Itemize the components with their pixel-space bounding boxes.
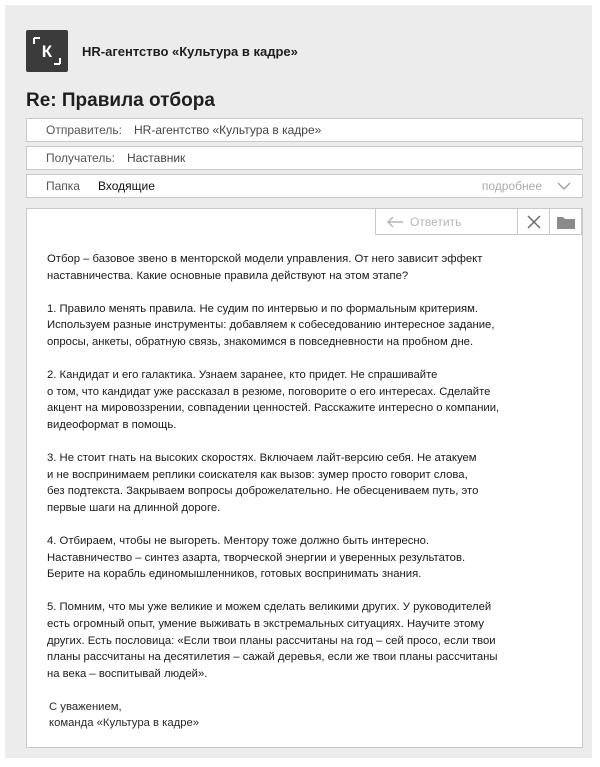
message-line: и не воспринимаем реплики соискателя как вызов: зумер просто говорит слова, — [47, 468, 468, 481]
message-line: первые шаги на длинной дороге. — [47, 501, 221, 514]
message-line: 5. Помним, что мы уже великие и можем сделать великими других. У руководителей — [47, 601, 492, 614]
org-name: HR-агентство «Культура в кадре» — [82, 43, 298, 59]
signature — [49, 700, 199, 731]
move-to-folder-button[interactable] — [550, 209, 582, 235]
message-line: 3. Не стоит гнать на высоких скоростях. Включаем лайт-версию себя. Не атакуем — [47, 452, 477, 465]
message-line: без подтекста. Закрываем вопросы доброжелательно. Не обесцениваем путь, это — [47, 485, 479, 498]
message-toolbar — [375, 209, 582, 235]
message-line: о том, что кандидат уже рассказал в резюме, поговорите о его интересах. Сделайте — [47, 385, 491, 398]
details-link[interactable]: подробнее — [481, 179, 542, 193]
message-line: 1. Правило менять правила. Не судим по интервью и по формальным критериям. — [47, 302, 479, 315]
folder-icon — [557, 215, 575, 229]
message-line: есть огромный опыт, умение выживать в экстремальных ситуациях. Научите этому — [47, 618, 484, 631]
folder-label: Папка — [46, 179, 80, 193]
message-paragraph — [47, 367, 567, 433]
sender-label: Отправитель: — [46, 123, 122, 137]
message-paragraph — [47, 533, 567, 583]
sender-value: HR-агентство «Культура в кадре» — [133, 123, 322, 137]
message-line: видеоформат в помощь. — [47, 418, 177, 431]
message-line: Наставничество – синтез азарта, творческой энергии и уверенных результатов. — [47, 551, 466, 564]
message-line: Берите на корабль единомышленников, готовых воспринимать знания. — [47, 568, 422, 581]
message-line: Используем разные инструменты: добавляем к собеседованию интересное задание, — [47, 319, 495, 332]
close-icon — [526, 214, 542, 230]
message-line: Отбор – базовое звено в менторской модели управления. От него зависит эффект — [47, 253, 483, 265]
message-paragraph — [47, 301, 567, 351]
close-button[interactable] — [518, 209, 550, 235]
message-line: на века – воспитывай людей». — [47, 667, 208, 680]
reply-arrow-icon — [386, 216, 404, 228]
signature-line: команда «Культура в кадре» — [49, 716, 200, 729]
message-body — [47, 251, 567, 699]
recipient-field — [26, 146, 583, 170]
email-header — [26, 29, 298, 73]
logo-letter: К — [41, 42, 53, 61]
sender-field — [26, 118, 583, 142]
signature-line: С уважением, — [49, 701, 122, 713]
message-line: акцент на мировоззрении, совпадении ценностей. Расскажите интересно о компании, — [47, 402, 500, 415]
recipient-label: Получатель: — [46, 151, 115, 165]
message-paragraph — [47, 450, 567, 516]
reply-button[interactable] — [375, 209, 518, 235]
message-line: 4. Отбираем, чтобы не выгореть. Ментору тоже должно быть интересно. — [47, 535, 430, 548]
logo-corners-icon — [26, 30, 68, 72]
message-card — [26, 208, 583, 748]
message-paragraph — [47, 599, 567, 682]
folder-field — [26, 174, 583, 198]
message-line: опросы, анкеты, обратную связь, знакомимся в повседневности на пробном дне. — [47, 335, 474, 348]
chevron-down-icon[interactable] — [556, 179, 572, 193]
message-line: 2. Кандидат и его галактика. Узнаем заранее, кто придет. Не спрашивайте — [47, 369, 438, 382]
message-line: планы рассчитаны на десятилетия – сажай деревья, если же твои планы рассчитаны — [47, 651, 498, 664]
email-subject: Re: Правила отбора — [26, 90, 215, 111]
email-window — [5, 5, 592, 758]
message-line: наставничества. Какие основные правила действуют на этом этапе? — [47, 269, 409, 282]
reply-label: Ответить — [410, 214, 462, 229]
message-paragraph — [47, 251, 567, 284]
recipient-value: Наставник — [126, 151, 186, 165]
message-line: других. Есть пословица: «Если твои планы рассчитаны на год – сей просо, если твои — [47, 634, 496, 647]
logo — [26, 30, 68, 72]
folder-value: Входящие — [97, 179, 155, 193]
